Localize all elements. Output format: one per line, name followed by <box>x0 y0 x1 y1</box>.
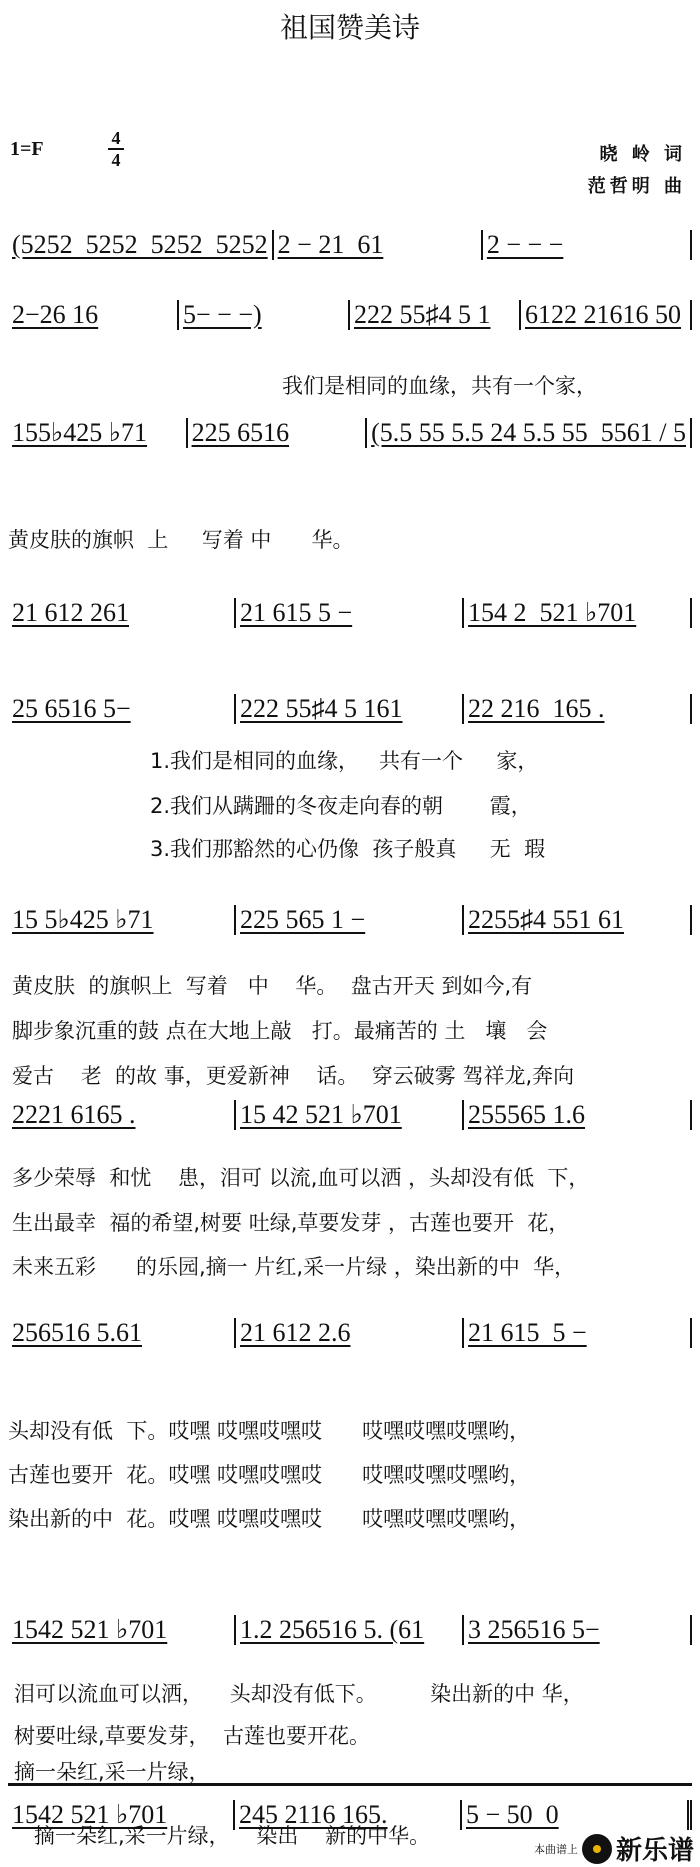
measure <box>8 598 236 628</box>
lyric-line: 黄皮肤的旗帜 上 写着 中 华。 <box>8 528 354 552</box>
measure <box>236 694 464 724</box>
notation-system <box>8 905 692 935</box>
measure-notes: 222 55♯4 5 1 <box>354 300 491 329</box>
measure-notes: 15 5♭425 ♭71 <box>12 905 154 934</box>
lyric-line: 脚步象沉重的鼓 点在大地上敲 打。最痛苦的 土 壤 会 <box>12 1019 548 1043</box>
measure <box>521 300 692 330</box>
measure-notes: 3 256516 5− <box>468 1615 600 1644</box>
measure-notes: 25 6516 5− <box>12 694 131 723</box>
measure <box>464 905 692 935</box>
measure-notes: 21 615 5 − <box>240 598 353 627</box>
time-signature <box>108 128 124 170</box>
notation-system <box>8 418 692 448</box>
measure-notes: 5− − −) <box>183 300 262 329</box>
measure <box>464 598 692 628</box>
lyric-line: 古莲也要开 花。哎嘿 哎嘿哎嘿哎 哎嘿哎嘿哎嘿哟， <box>8 1463 531 1487</box>
lyric-line: 多少荣辱 和忧 患，泪可 以流,血可以洒 ，头却没有低 下， <box>12 1166 590 1190</box>
measure <box>464 1100 692 1130</box>
key-signature: 1=F <box>10 138 44 160</box>
site-logo <box>534 1830 694 1867</box>
measure-notes: 245 2116 165. <box>239 1800 388 1829</box>
measure-notes: 154 2 521 ♭701 <box>468 598 637 627</box>
measure-notes: (5252 5252 5252 5252 <box>12 230 268 259</box>
measure-notes: 6122 21616 50 <box>525 300 681 329</box>
composer: 范哲明 曲 <box>587 176 686 197</box>
measure <box>236 1318 464 1348</box>
measure <box>236 905 464 935</box>
measure <box>236 1100 464 1130</box>
measure-notes: 21 612 2.6 <box>240 1318 351 1347</box>
divider-line <box>8 1783 692 1786</box>
lyric-line: 爱古 老 的故 事，更爱新神 话。 穿云破雾 驾祥龙,奔向 <box>12 1064 575 1088</box>
measure-notes: 2 − − − <box>486 230 564 259</box>
lyric-line: 摘一朵红,采一片绿， 染出 新的中华。 <box>34 1824 431 1848</box>
measure-notes: 256516 5.61 <box>12 1318 142 1347</box>
lyric-line: 未来五彩 的乐园,摘一 片红,采一片绿 ，染出新的中 华， <box>12 1255 576 1279</box>
notation-system <box>8 230 692 260</box>
measure-notes: 2221 6165 . <box>12 1100 136 1129</box>
lyric-verse-3: 3.我们那豁然的心仍像 孩子般真 无 瑕 <box>150 837 546 861</box>
logo-brand: 新乐谱 <box>615 1836 694 1866</box>
notation-system <box>8 1100 692 1130</box>
lyricist: 晓 岭 词 <box>599 144 686 165</box>
measure <box>236 1615 464 1645</box>
measure <box>464 694 692 724</box>
measure <box>462 1800 692 1830</box>
logo-caption: 本曲谱上 <box>533 1842 578 1856</box>
measure <box>350 300 521 330</box>
song-title: 祖国赞美诗 <box>279 11 420 44</box>
measure-notes: 222 55♯4 5 161 <box>240 694 403 723</box>
measure <box>8 1615 236 1645</box>
lyric-line: 泪可以流血可以洒， 头却没有低下。 染出新的中 华， <box>14 1682 584 1706</box>
measure <box>464 1615 692 1645</box>
lyric-line: 头却没有低 下。哎嘿 哎嘿哎嘿哎 哎嘿哎嘿哎嘿哟， <box>8 1419 531 1443</box>
lyric-line: 生出最幸 福的希望,树要 吐绿,草要发芽 ，古莲也要开 花， <box>12 1211 570 1235</box>
measure-notes: 2−26 16 <box>12 300 99 329</box>
lyric-line: 黄皮肤 的旗帜上 写着 中 华。 盘古开天 到如今,有 <box>12 974 533 998</box>
measure <box>179 300 350 330</box>
measure-notes: 1.2 256516 5. (61 <box>240 1615 425 1644</box>
measure-notes: 1542 521 ♭701 <box>12 1800 168 1829</box>
lyric-line: 染出新的中 花。哎嘿 哎嘿哎嘿哎 哎嘿哎嘿哎嘿哟， <box>8 1507 531 1531</box>
measure-notes: 155♭425 ♭71 <box>12 418 148 447</box>
time-bottom: 4 <box>111 150 121 170</box>
measure-notes: 255565 1.6 <box>468 1100 585 1129</box>
measure <box>8 1100 236 1130</box>
measure <box>464 1318 692 1348</box>
measure-notes: 2255♯4 551 61 <box>468 905 624 934</box>
lyric-line: 我们是相同的血缘，共有一个家， <box>282 374 597 398</box>
measure-notes: 21 612 261 <box>12 598 129 627</box>
measure-notes: 5 − 50 0 <box>466 1800 559 1829</box>
measure <box>8 418 188 448</box>
measure-notes: 1542 521 ♭701 <box>12 1615 168 1644</box>
time-top: 4 <box>111 128 121 148</box>
measure <box>236 598 464 628</box>
measure <box>483 230 692 260</box>
measure <box>8 300 179 330</box>
notation-system <box>8 300 692 330</box>
measure-notes: 225 565 1 − <box>240 905 366 934</box>
measure-notes: 21 615 5 − <box>468 1318 587 1347</box>
measure-notes: (5.5 55 5.5 24 5.5 55 5561 / 5 <box>371 418 687 447</box>
measure <box>367 418 692 448</box>
vinyl-disc-icon <box>582 1834 612 1864</box>
measure-notes: 225 6516 <box>191 418 290 447</box>
notation-system <box>8 694 692 724</box>
measure <box>8 694 236 724</box>
measure-notes: 2 − 21 61 <box>277 230 384 259</box>
measure <box>8 1318 236 1348</box>
notation-system <box>8 1615 692 1645</box>
notation-system <box>8 598 692 628</box>
notation-system <box>8 1318 692 1348</box>
measure <box>274 230 483 260</box>
lyric-verse-2: 2.我们从蹒跚的冬夜走向春的朝 霞， <box>150 794 532 818</box>
measure <box>188 418 368 448</box>
measure-notes: 22 216 165 . <box>468 694 605 723</box>
lyric-verse-1: 1.我们是相同的血缘， 共有一个 家， <box>150 749 539 773</box>
measure <box>8 905 236 935</box>
measure <box>8 230 274 260</box>
lyric-line: 摘一朵红,采一片绿， <box>14 1760 210 1784</box>
measure-notes: 15 42 521 ♭701 <box>240 1100 402 1129</box>
lyric-line: 树要吐绿,草要发芽， 古莲也要开花。 <box>14 1724 371 1748</box>
